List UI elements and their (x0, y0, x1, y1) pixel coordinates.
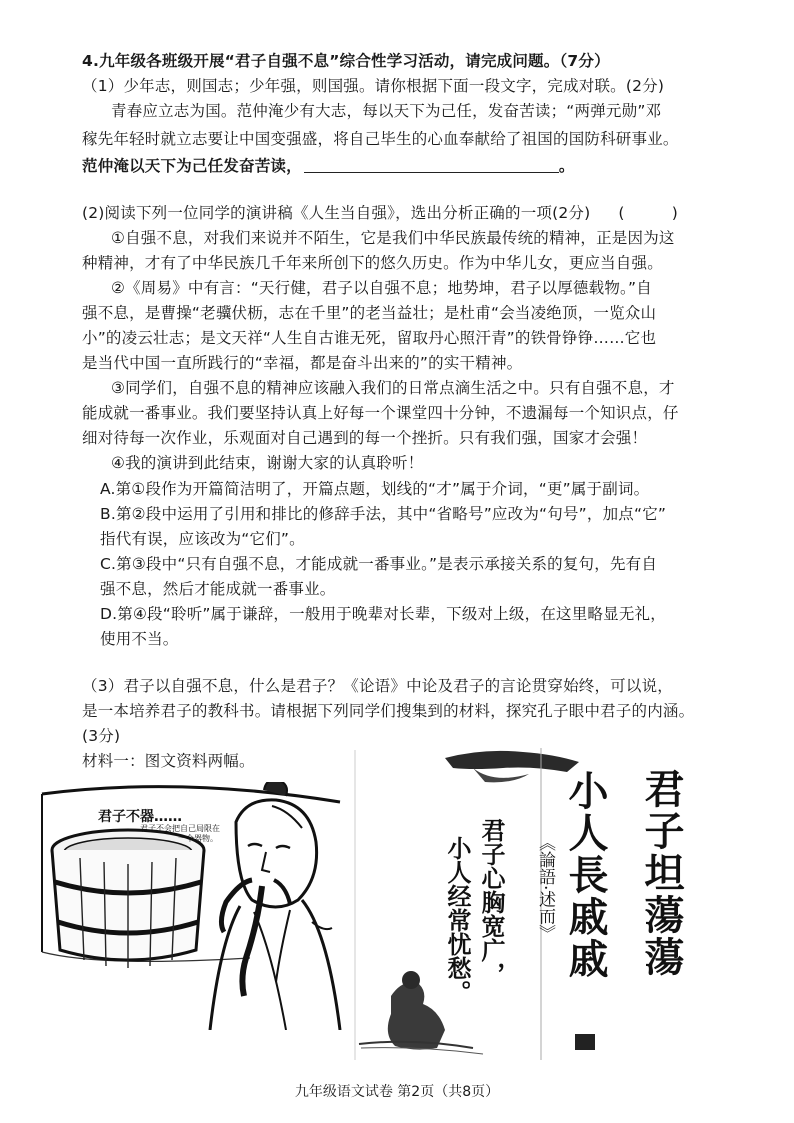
part1-couplet (82, 155, 575, 177)
page-footer: 九年级语文试卷 第2页（共8页） (294, 1084, 500, 1100)
speech-p1-line1: ①自强不息，对我们来说并不陌生，它是我们中华民族最传统的精神，正是因为这 (111, 229, 675, 247)
part3-prompt-line2: 是一本培养君子的教科书。请根据下列同学们搜集到的材料，探究孔子眼中君子的内涵。 (82, 702, 695, 720)
cartoon-subcaption-line1: 君子不会把自己局限在 (140, 824, 220, 833)
speech-p3-line3: 细对待每一次作业，乐观面对自己遇到的每一个挫折。只有我们强，国家才会强！ (82, 429, 648, 447)
couplet-answer-blank[interactable] (304, 156, 559, 173)
speech-p4-line1: ④我的演讲到此结束，谢谢大家的认真聆听！ (111, 454, 424, 472)
part3-prompt-line1: （3）君子以自强不息，什么是君子？《论语》中论及君子的言论贯穿始终，可以说， (82, 677, 673, 695)
speech-p2-line1: ②《周易》中有言：“天行健，君子以自强不息；地势坤，君子以厚德载物。”自 (111, 279, 652, 297)
cartoon-subcaption-line2: 一个器物。 (178, 834, 218, 843)
part1-passage-line1: 青春应立志为国。范仲淹少有大志，每以天下为己任，发奋苦读；“两弹元勋”邓 (111, 102, 662, 120)
option-d-line1: D.第④段“聆听”属于谦辞，一般用于晚辈对长辈，下级对上级，在这里略显无礼， (100, 605, 666, 623)
cartoon-junzi-buqi (40, 782, 344, 1030)
speech-p2-line4: 是当代中国一直所践行的“幸福，都是奋斗出来的”的实干精神。 (82, 354, 523, 372)
speech-p2-line2: 强不息，是曹操“老骥伏枥，志在千里”的老当益壮；是杜甫“会当凌绝顶，一览众山 (82, 304, 657, 322)
poster-col1: 君子坦蕩蕩 (638, 768, 685, 978)
poster-col3-source: 《論語·述而》 (535, 834, 555, 942)
poster-col5: 小人经常忧愁。 (443, 836, 472, 1004)
speech-p3-line1: ③同学们，自强不息的精神应该融入我们的日常点滴生活之中。只有自强不息，才 (111, 379, 675, 397)
speech-p3-line2: 能成就一番事业。我们要坚持认真上好每一个课堂四十分钟，不遗漏每一个知识点，仔 (82, 404, 679, 422)
option-b-line2: 指代有误，应该改为“它们”。 (100, 530, 305, 548)
speech-p2-line3: 小”的凌云壮志；是文天祥“人生自古谁无死，留取丹心照汗青”的铁骨铮铮……它也 (82, 329, 657, 347)
cartoon-caption: 君子不器…… (98, 809, 182, 825)
poster-col2: 小人長戚戚 (562, 770, 609, 980)
option-d-line2: 使用不当。 (100, 630, 179, 648)
speech-p1-line2: 种精神，才有了中华民族几千年来所创下的悠久历史。作为中华儿女，更应当自强。 (82, 254, 663, 272)
couplet-first-half: 范仲淹以天下为己任发奋苦读， (82, 157, 302, 175)
part2-prompt (82, 202, 678, 224)
couplet-end-mark: 。 (558, 157, 575, 175)
part2-prompt-text: (2)阅读下列一位同学的演讲稿《人生当自强》，选出分析正确的一项(2分) (82, 204, 591, 222)
option-c-line1: C.第③段中“只有自强不息，才能成就一番事业。”是表示承接关系的复句，先有自 (100, 555, 658, 573)
option-b-line1: B.第②段中运用了引用和排比的修辞手法，其中“省略号”应改为“句号”，加点“它” (100, 505, 667, 523)
part2-answer-paren[interactable]: ( ) (618, 204, 678, 222)
option-c-line2: 强不息，然后才能成就一番事业。 (100, 580, 336, 598)
calligraphy-poster (353, 748, 709, 1060)
question-title: 4.九年级各班级开展“君子自强不息”综合性学习活动，请完成问题。（7分） (82, 52, 610, 70)
part1-prompt: （1）少年志，则国志；少年强，则国强。请你根据下面一段文字，完成对联。(2分) (82, 77, 665, 95)
poster-col4: 君子心胸宽广， (477, 818, 506, 986)
part3-material1: 材料一：图文资料两幅。 (82, 752, 255, 770)
part1-passage-line2: 稼先年轻时就立志要让中国变强盛，将自己毕生的心血奉献给了祖国的国防科研事业。 (82, 130, 679, 148)
cartoon-illustration (40, 782, 344, 1030)
option-a: A.第①段作为开篇简洁明了，开篇点题，划线的“才”属于介词，“更”属于副词。 (100, 480, 650, 498)
part3-prompt-line3: (3分) (82, 727, 121, 745)
